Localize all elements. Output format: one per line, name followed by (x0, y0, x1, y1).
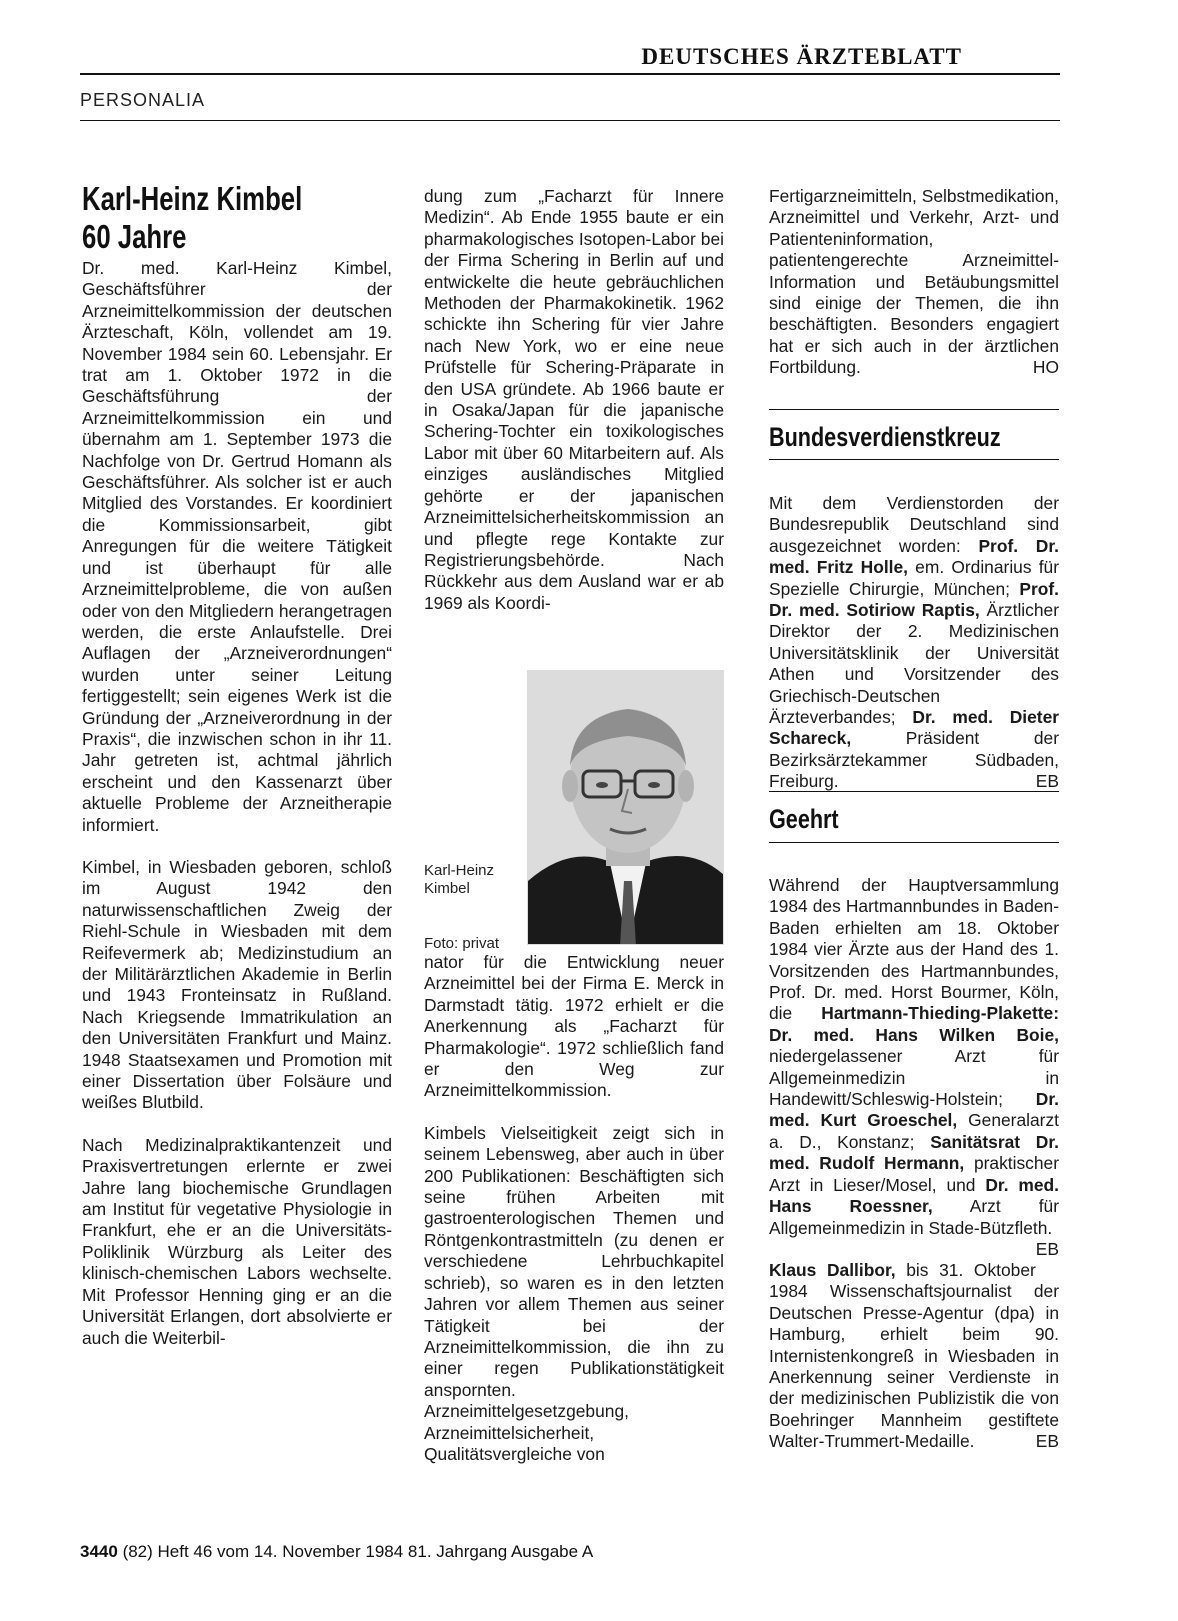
text: Ärztlicher Direktor der 2. Medizinischen Universitätsklinik der Universität Athen und Vorsitzender des Griechisch-Deutschen Ärzteverbandes; (769, 600, 1059, 728)
photo-caption-credit: Foto: privat (424, 935, 500, 952)
portrait-illustration (528, 671, 724, 945)
masthead: DEUTSCHES ÄRZTEBLATT (641, 44, 962, 69)
text: em. Ordinarius für Spezielle Chirurgie, München; (769, 557, 1060, 599)
photo-caption-name: Karl-Heinz Kimbel (424, 862, 495, 897)
article-headline (82, 180, 324, 256)
column-1 (82, 258, 392, 1349)
article-headline: Bundesverdienstkreuz (769, 422, 1001, 452)
paragraph: Dr. med. Karl-Heinz Kimbel, Geschäftsführer der Arzneimittelkommission der deutschen Ärzteschaft, Köln, vollendet am 19. November 1984 sein 60. Lebensjahr. Er trat am 1. Oktober 1972 in die Geschäftsführung der Arzneimittelkommission ein und übernahm am 1. September 1973 die Nachfolge von Dr. Gertrud Homann als Geschäftsführer. Als solcher ist er auch Mitglied des Vorstandes. Er koordiniert die Kommissionsarbeit, gibt Anregungen für die weitere Tätigkeit und ist überhaupt für alle Arzneimittelprobleme, die von außen oder von den Mitgliedern herangetragen werden, die erste Anlaufstelle. Drei Auflagen der „Arzneiverordnungen“ wurden unter seiner Leitung fertiggestellt; sein eigenes Werk ist die Gründung der „Arzneiverordnung in der Praxis“, die inzwischen schon in ihr 11. Jahr getreten ist, achtmal jährlich erscheint und den Kassenarzt über aktuelle Probleme der Arzneitherapie informiert. (82, 258, 392, 835)
column-2-top (424, 186, 724, 614)
section-divider (769, 459, 1059, 460)
author-signature: EB (1035, 1238, 1059, 1259)
section-label: PERSONALIA (80, 90, 206, 110)
section-rule (80, 120, 1060, 121)
paragraph (769, 875, 1059, 1259)
paragraph: Kimbels Vielseitigkeit zeigt sich in seinem Lebensweg, aber auch in über 200 Publikationen: Beschäftigten sich seine frühen Arbeiten mit gastroenterologischen Themen und Röntgenkontrastmitteln (zu denen er verschiedene Lehrbuchkapitel schrieb), so waren es in den letzten Jahren vor allem Themen aus seiner Tätigkeit bei der Arzneimittelkommission, die ihn zu einer regen Publikationstätigkeit anspornten. Arzneimittelgesetzgebung, Arzneimittelsicherheit, Qualitätsvergleiche von (424, 1122, 724, 1464)
author-signature: EB (1035, 1431, 1059, 1452)
text: Mit dem Verdienstorden der Bundesrepublik Deutschland sind ausgezeichnet worden: (769, 493, 1059, 556)
text: Während der Hauptversammlung 1984 des Hartmannbundes in Baden-Baden erhielten am 18. Oktober 1984 vier Ärzte aus der Hand des 1. Vorsitzenden des Hartmannbundes, Prof. Dr. med. Horst Bourmer, Köln, die (769, 875, 1059, 1024)
paragraph: nator für die Entwicklung neuer Arzneimittel bei der Firma E. Merck in Darmstadt tätig. 1972 erhielt er die Anerkennung als „Facharzt für Pharmakologie“. 1972 schließlich fand er den Weg zur Arzneimittelkommission. (424, 952, 724, 1101)
column-2-bottom (424, 952, 724, 1465)
portrait-photo (527, 670, 724, 945)
paragraph (769, 186, 1059, 379)
text: Arzt für Allgemeinmedizin in Stade-Bützfleth. (769, 1196, 1059, 1238)
paragraph-text: Fertigarzneimitteln, Selbstmedikation, Arzneimittel und Verkehr, Arzt- und Patienteninformation, patientengerechte Arzneimittel-Information und Betäubungsmittel sind einige der Themen, die ihn beschäftigten. Besonders engagiert hat er sich auch in der ärztlichen Fortbildung. (769, 186, 1059, 378)
masthead-rule (80, 73, 1060, 75)
paragraph: dung zum „Facharzt für Innere Medizin“. Ab Ende 1955 baute er ein pharmakologisches Isotopen-Labor bei der Firma Schering in Berlin auf und entwickelte die heute gebräuchlichen Methoden der Pharmakokinetik. 1962 schickte ihn Schering für vier Jahre nach New York, wo er eine neue Prüfstelle für Schering-Präparate in den USA gründete. Ab 1966 baute er in Osaka/Japan für die japanische Schering-Tochter ein toxikologisches Labor mit über 60 Mitarbeitern auf. Als einziges ausländisches Mitglied gehörte er der japanischen Arzneimittelsicherheitskommission an und pflegte rege Kontakte zur Registrierungsbehörde. Nach Rückkehr aus dem Ausland war er ab 1969 als Koordi- (424, 186, 724, 613)
column-3-top (769, 186, 1059, 379)
section-divider (769, 409, 1059, 410)
headline-line-1: Karl-Heinz Kimbel (82, 180, 303, 217)
section-divider (769, 791, 1059, 792)
column-3-award (769, 493, 1059, 793)
text: bis 31. Oktober 1984 Wissenschaftsjournalist der Deutschen Presse-Agentur (dpa) in Hamburg, erhielt beim 90. Internistenkongreß in Wiesbaden in Anerkennung seiner Verdienste in der medizinischen Publizistik die von Boehringer Mannheim gestiftete Walter-Trummert-Medaille. (769, 1259, 1059, 1452)
text: praktischer Arzt in Lieser/Mosel, und (769, 1153, 1059, 1195)
honoree-name: Klaus Dallibor, (769, 1259, 896, 1280)
honoree-name: Prof. Dr. med. Sotiriow Raptis, (769, 578, 1059, 621)
text: niedergelassener Arzt für Allgemeinmedizin in Handewitt/Schleswig-Holstein; (769, 1046, 1059, 1110)
honoree-name: Sanitätsrat Dr. med. Rudolf Hermann, (769, 1131, 1059, 1174)
honoree-name: Dr. med. Dieter Schareck, (769, 707, 1060, 749)
paragraph (769, 493, 1059, 793)
article-headline: Geehrt (769, 804, 839, 834)
honoree-name: Prof. Dr. med. Fritz Holle, (769, 535, 1059, 578)
column-3-honored (769, 875, 1059, 1453)
issue-info: (82) Heft 46 vom 14. November 1984 81. Jahrgang Ausgabe A (122, 1542, 594, 1561)
section-divider (769, 842, 1059, 843)
page-footer (80, 1542, 593, 1562)
author-signature: HO (1032, 357, 1059, 378)
author-signature: EB (1035, 771, 1059, 792)
honoree-name: Dr. med. Kurt Groeschel, (769, 1089, 1059, 1131)
honoree-name: Hartmann-Thieding-Plakette: Dr. med. Hans Wilken Boie, (769, 1003, 1059, 1045)
paragraph: Nach Medizinalpraktikantenzeit und Praxisvertretungen erlernte er zwei Jahre lang biochemische Grundlagen am Institut für vegetative Physiologie in Frankfurt, ehe er an die Universitäts-Poliklinik Würzburg als Leiter des klinisch-chemischen Labors wechselte. Mit Professor Henning ging er an die Universität Erlangen, dort absolvierte er auch die Weiterbil- (82, 1134, 392, 1348)
text: Generalarzt a. D., Konstanz; (769, 1110, 1059, 1152)
headline-line-2: 60 Jahre (82, 218, 187, 255)
paragraph: Kimbel, in Wiesbaden geboren, schloß im August 1942 den naturwissenschaftlichen Zweig der Riehl-Schule in Wiesbaden mit dem Reifevermerk ab; Medizinstudium an der Militärärztlichen Akademie in Berlin und 1943 Fronteinsatz in Rußland. Nach Kriegsende Immatrikulation an den Universitäten Frankfurt und Mainz. 1948 Staatsexamen und Promotion mit einer Dissertation über Folsäure und weißes Blutbild. (82, 856, 392, 1113)
honoree-name: Dr. med. Hans Roessner, (769, 1174, 1059, 1217)
paragraph (769, 1260, 1059, 1453)
text: Präsident der Bezirksärztekammer Südbaden, Freiburg. (769, 728, 1059, 792)
page-number: 3440 (80, 1542, 118, 1561)
